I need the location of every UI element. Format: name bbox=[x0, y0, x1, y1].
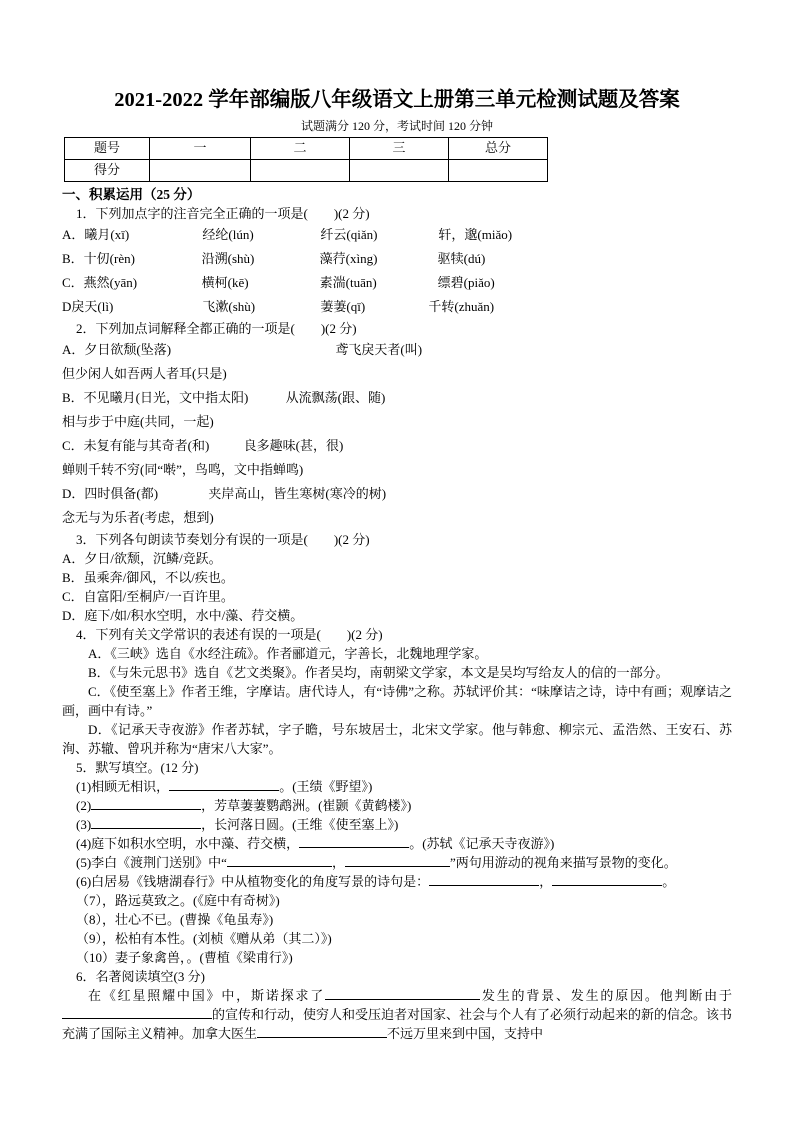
question-4-option-d: D．《记承天寺夜游》作者苏轼，字子瞻，号东坡居士，北宋文学家。他与韩愈、柳宗元、孟浩然、王安石、苏洵、苏辙、曾巩并称为“唐宋八大家”。 bbox=[62, 722, 732, 756]
q5-3-no: (3) bbox=[76, 817, 92, 832]
question-2-line-5 bbox=[62, 434, 732, 458]
q6-text-2: 发生的背景、发生的原因。他判断由于 bbox=[480, 988, 732, 1003]
q1-d-item-0: 戾天(lì) bbox=[71, 299, 114, 314]
q2-l7-label: D． bbox=[62, 486, 85, 501]
q4-stem-b: )(2 分) bbox=[346, 627, 383, 642]
q2-l8-left: 念无与为乐者(考虑，想到) bbox=[62, 510, 214, 525]
question-1-option-b bbox=[62, 247, 732, 271]
q5-5-no: (5) bbox=[76, 855, 92, 870]
q1-c-item-3: 缥碧(piǎo) bbox=[437, 275, 495, 290]
q1-stem-b: )(2 分) bbox=[333, 206, 370, 221]
q5-2-no: (2) bbox=[76, 798, 92, 813]
question-2-line-6 bbox=[62, 458, 732, 482]
q1-c-item-1: 横柯(kē) bbox=[201, 275, 249, 290]
q5-6-blank-1[interactable] bbox=[429, 872, 539, 886]
q5-4-before: 庭下如积水空明，水中藻、荇交横， bbox=[91, 836, 300, 851]
question-3-option-c: C．自富阳/至桐庐/一百许里。 bbox=[62, 589, 234, 604]
q5-8-text: ，壮心不已。(曹操《龟虽寿》) bbox=[102, 912, 274, 927]
q5-1-after: 。(王绩《野望》) bbox=[279, 779, 373, 794]
q5-6-no: (6) bbox=[76, 874, 92, 889]
q3-stem-a: 3．下列各句朗读节奏划分有误的一项是( bbox=[76, 532, 308, 547]
question-2-line-8 bbox=[62, 506, 732, 530]
q1-a-item-0: 曦月(xī) bbox=[84, 227, 130, 242]
q1-a-label: A． bbox=[62, 227, 85, 242]
question-5-item-10 bbox=[62, 948, 732, 967]
q5-1-blank[interactable] bbox=[169, 777, 279, 791]
q1-b-item-3: 驱犊(dú) bbox=[437, 251, 486, 266]
q5-9-text: ，松柏有本性。(刘桢《赠从弟（其二）》) bbox=[102, 931, 332, 946]
q1-a-item-2: 纤云(qiǎn) bbox=[320, 227, 378, 242]
question-4-option-b: B．《与朱元思书》选自《艺文类聚》。作者吴均，南朝梁文学家，本文是吴均写给友人的信的一部分。 bbox=[88, 665, 669, 680]
question-3-option-d: D．庭下/如/积水空明，水中/藻、荇交横。 bbox=[62, 608, 304, 623]
score-header-1: 一 bbox=[150, 138, 251, 160]
q5-4-after: 。(苏轼《记承天寺夜游》) bbox=[409, 836, 555, 851]
question-2-line-7 bbox=[62, 482, 732, 506]
q2-l1-left: 夕日欲颓(坠落) bbox=[84, 342, 172, 357]
q1-b-item-2: 藻荇(xìng) bbox=[319, 251, 378, 266]
question-1-option-d bbox=[62, 295, 732, 319]
q2-l5-label: C． bbox=[62, 438, 84, 453]
q6-text-4: 不远万里来到中国，支持中 bbox=[387, 1026, 544, 1041]
question-5-item-7 bbox=[62, 891, 732, 910]
question-2-line-2 bbox=[62, 362, 732, 386]
q1-d-item-2: 萋萋(qī) bbox=[320, 299, 366, 314]
score-header-label: 题号 bbox=[65, 138, 150, 160]
q3-stem-b: )(2 分) bbox=[333, 532, 370, 547]
score-cell-total[interactable] bbox=[449, 160, 548, 182]
q2-l7-right: 夹岸高山，皆生寒树(寒冷的树) bbox=[208, 486, 387, 501]
question-5-item-5 bbox=[62, 853, 732, 872]
score-header-total: 总分 bbox=[449, 138, 548, 160]
q1-c-item-0: 燕然(yān) bbox=[83, 275, 138, 290]
q5-7-text: ，路远莫致之。(《庭中有奇树》) bbox=[102, 893, 280, 908]
q5-5-blank-2[interactable] bbox=[345, 853, 450, 867]
q5-6-before: 白居易《钱塘湖春行》中从植物变化的角度写景的诗句是： bbox=[91, 874, 430, 889]
question-5-item-4 bbox=[62, 834, 732, 853]
q6-blank-1[interactable] bbox=[325, 986, 480, 1000]
question-3-option-b: B．虽乘奔/御风，不以/疾也。 bbox=[62, 570, 234, 585]
q2-l7-left: 四时俱备(都) bbox=[84, 486, 159, 501]
score-cell-2[interactable] bbox=[251, 160, 350, 182]
q6-text-3: 的宣传和行动，使穷人和受压迫者对国家、社会与个人有了必须行动起来的新的信念。该书充满了国际主义精神。加拿大医生 bbox=[62, 1007, 733, 1041]
q1-a-item-1: 经纶(lún) bbox=[202, 227, 254, 242]
score-cell-1[interactable] bbox=[150, 160, 251, 182]
q1-b-item-0: 十仞(rèn) bbox=[83, 251, 135, 266]
q5-5-after: ”两句用游动的视角来描写景物的变化。 bbox=[449, 855, 677, 870]
q2-l1-right: 鸢飞戾天者(叫) bbox=[335, 342, 423, 357]
question-1-option-c bbox=[62, 271, 732, 295]
q1-d-item-1: 飞漱(shù) bbox=[202, 299, 256, 314]
q2-stem-b: )(2 分) bbox=[320, 321, 357, 336]
q2-l2-left: 但少闲人如吾两人者耳(只是) bbox=[62, 366, 227, 381]
q2-l3-right: 从流飘荡(跟、随) bbox=[285, 390, 386, 405]
exam-subtitle: 试题满分 120 分，考试时间 120 分钟 bbox=[300, 119, 493, 133]
table-row-score bbox=[65, 160, 548, 182]
score-row-label: 得分 bbox=[65, 160, 150, 182]
question-5-item-1 bbox=[62, 777, 732, 796]
q1-a-item-3: 轩，邈(miǎo) bbox=[438, 227, 513, 242]
q2-l6-left: 蝉则千转不穷(同“啭”，鸟鸣，文中指蝉鸣) bbox=[62, 462, 304, 477]
q5-1-before: 相顾无相识， bbox=[91, 779, 170, 794]
question-5-item-3 bbox=[62, 815, 732, 834]
page-title: 2021-2022 学年部编版八年级语文上册第三单元检测试题及答案 bbox=[114, 89, 680, 111]
question-4-stem bbox=[62, 625, 732, 644]
q2-l5-right: 良多趣味(甚，很) bbox=[243, 438, 344, 453]
q1-stem-a: 1．下列加点字的注音完全正确的一项是( bbox=[76, 206, 308, 221]
question-5-stem: 5．默写填空。(12 分) bbox=[76, 760, 199, 775]
q1-b-item-1: 沿溯(shù) bbox=[201, 251, 255, 266]
score-cell-3[interactable] bbox=[350, 160, 449, 182]
question-4-option-a: A．《三峡》选自《水经注疏》。作者郦道元，字善长，北魏地理学家。 bbox=[88, 646, 488, 661]
question-4-option-c: C．《使至塞上》作者王维，字摩诘。唐代诗人，有“诗佛”之称。苏轼评价其：“味摩诘之诗，诗中有画；观摩诘之画，画中有诗。” bbox=[62, 684, 732, 718]
q5-6-blank-2[interactable] bbox=[552, 872, 662, 886]
q2-l3-label: B． bbox=[62, 390, 84, 405]
q2-stem-a: 2．下列加点词解释全都正确的一项是( bbox=[76, 321, 295, 336]
q6-blank-2[interactable] bbox=[62, 1005, 212, 1019]
question-2-line-3 bbox=[62, 386, 732, 410]
score-table bbox=[64, 137, 548, 182]
question-3-option-a: A．夕日/欲颓，沉鳞/竞跃。 bbox=[62, 551, 222, 566]
q6-blank-3[interactable] bbox=[257, 1024, 387, 1038]
score-header-2: 二 bbox=[251, 138, 350, 160]
section-heading-1: 一、积累运用（25 分） bbox=[62, 187, 201, 202]
q2-l3-left: 不见曦月(日光，文中指太阳) bbox=[83, 390, 249, 405]
q1-c-label: C． bbox=[62, 275, 84, 290]
q1-d-item-3: 千转(zhuǎn) bbox=[428, 299, 495, 314]
question-2-line-1 bbox=[62, 338, 732, 362]
q2-l1-label: A． bbox=[62, 342, 85, 357]
q5-8-no: （8） bbox=[76, 912, 103, 927]
question-5-item-9 bbox=[62, 929, 732, 948]
q2-l4-left: 相与步于中庭(共同，一起) bbox=[62, 414, 214, 429]
question-6-passage bbox=[62, 986, 732, 1043]
q5-2-after: ，芳草萋萋鹦鹉洲。(崔颢《黄鹤楼》) bbox=[201, 798, 412, 813]
q4-stem-a: 4．下列有关文学常识的表述有误的一项是( bbox=[76, 627, 321, 642]
q1-b-label: B． bbox=[62, 251, 84, 266]
q5-3-after: ，长河落日圆。(王维《使至塞上》) bbox=[201, 817, 399, 832]
document-body bbox=[62, 86, 732, 1043]
q5-9-no: （9） bbox=[76, 931, 103, 946]
q1-c-item-2: 素湍(tuān) bbox=[319, 275, 377, 290]
question-1-option-a bbox=[62, 223, 732, 247]
score-header-3: 三 bbox=[350, 138, 449, 160]
q1-d-label: D bbox=[62, 299, 72, 314]
question-2-line-4 bbox=[62, 410, 732, 434]
q5-5-blank-1[interactable] bbox=[227, 853, 332, 867]
question-5-item-6 bbox=[62, 872, 732, 891]
q5-10-no: （10） bbox=[76, 950, 116, 965]
q5-5-before: 李白《渡荆门送别》中“ bbox=[91, 855, 227, 870]
table-row-header bbox=[65, 138, 548, 160]
question-6-stem: 6．名著阅读填空(3 分) bbox=[76, 969, 205, 984]
q6-text-1: 在《红星照耀中国》中，斯诺探求了 bbox=[88, 988, 326, 1003]
q5-7-no: （7） bbox=[76, 893, 103, 908]
q5-1-no: (1) bbox=[76, 779, 92, 794]
q5-6-mid: ， bbox=[539, 874, 553, 889]
q5-3-blank[interactable] bbox=[91, 815, 201, 829]
q5-2-blank[interactable] bbox=[91, 796, 201, 810]
q5-4-no: (4) bbox=[76, 836, 92, 851]
question-5-item-2 bbox=[62, 796, 732, 815]
question-3-stem bbox=[62, 530, 732, 549]
q5-5-mid: ， bbox=[331, 855, 345, 870]
q2-l5-left: 未复有能与其奇者(和) bbox=[83, 438, 210, 453]
q5-4-blank[interactable] bbox=[299, 834, 409, 848]
question-2-stem bbox=[62, 319, 732, 338]
question-1-stem bbox=[62, 204, 732, 223]
q5-6-after: 。 bbox=[662, 874, 676, 889]
question-5-item-8 bbox=[62, 910, 732, 929]
q5-10-text: 妻子象禽兽，。(曹植《梁甫行》) bbox=[115, 950, 293, 965]
